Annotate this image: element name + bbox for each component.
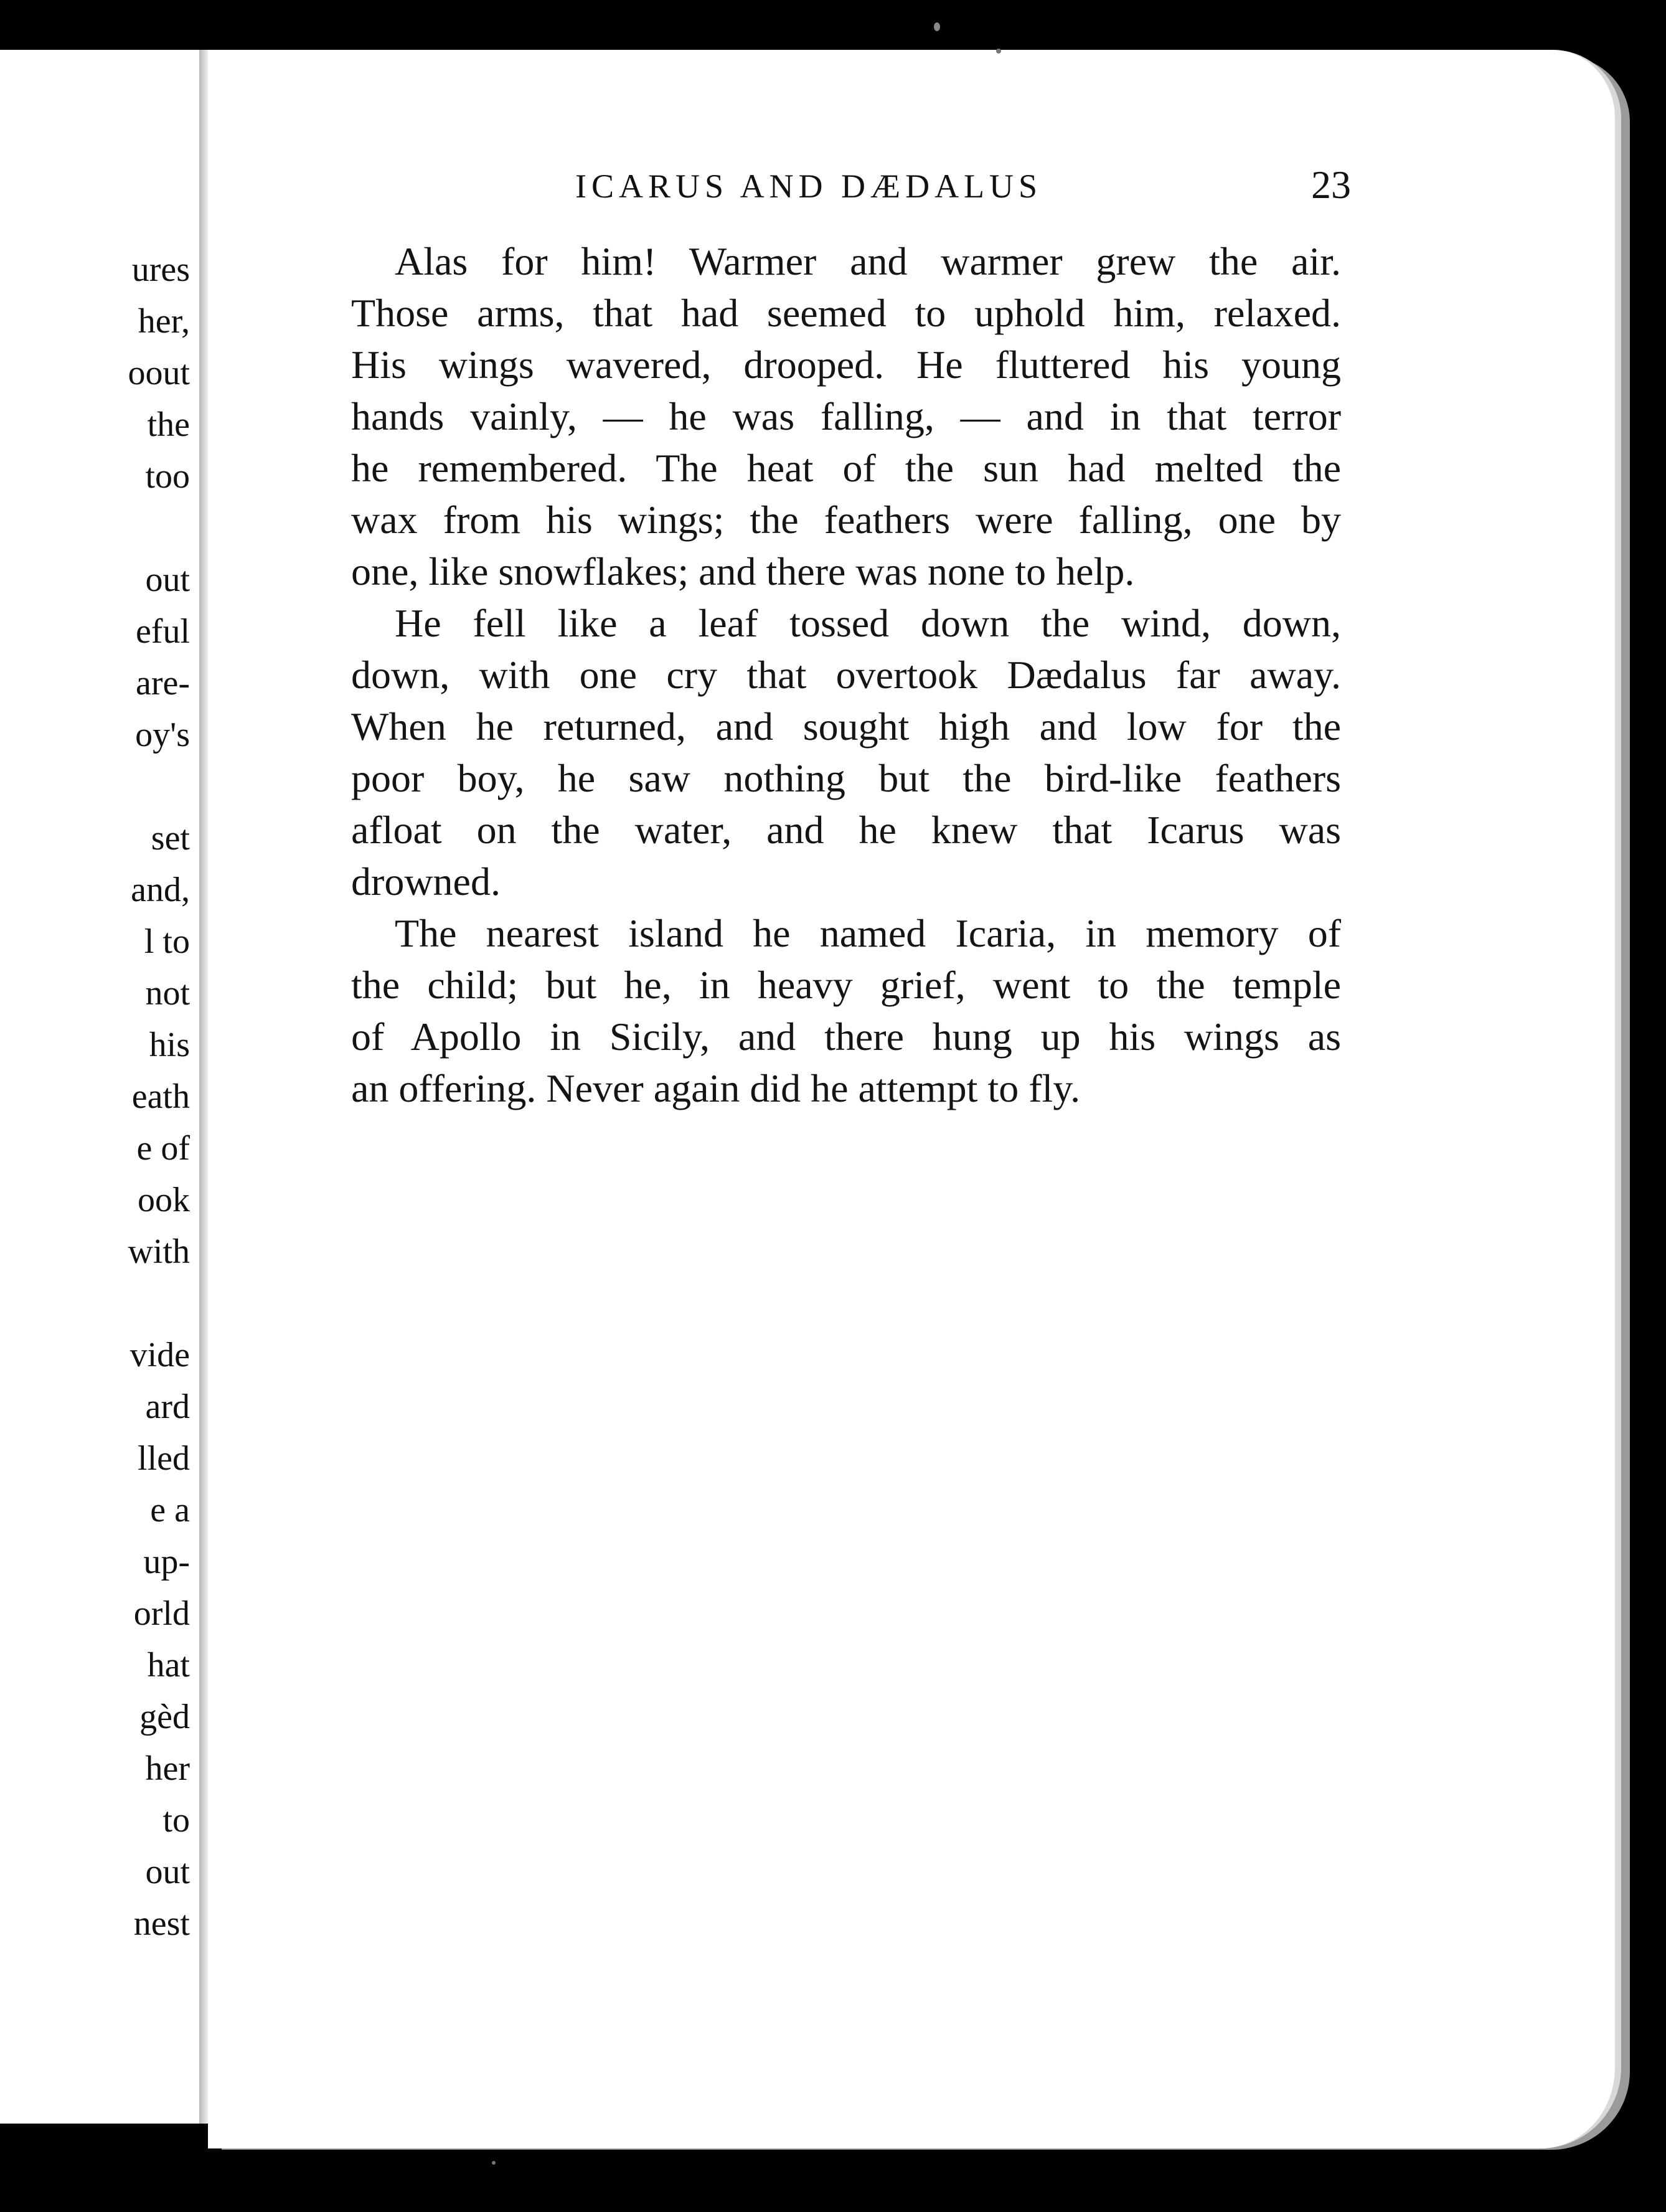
- left-page-fragment: with: [128, 1232, 190, 1271]
- book-page: [208, 50, 1621, 2148]
- text-line: he remembered. The heat of the sun had melted the: [351, 446, 1341, 490]
- left-page-fragment: out: [145, 1853, 190, 1891]
- left-page-fragment: set: [151, 819, 190, 858]
- dust-speck: [996, 49, 1001, 54]
- left-page-fragment: gèd: [139, 1698, 190, 1736]
- text-line: His wings wavered, drooped. He fluttered his young: [351, 343, 1341, 387]
- left-page-fragment: nest: [133, 1904, 190, 1943]
- paragraph: [351, 235, 1341, 597]
- left-page-fragment: vide: [129, 1336, 190, 1374]
- left-page-fragment: ard: [145, 1387, 190, 1426]
- left-page-fragment: up-: [143, 1543, 190, 1581]
- left-page-fragment: eful: [135, 612, 190, 651]
- text-line: poor boy, he saw nothing but the bird-like feathers: [351, 756, 1341, 800]
- left-page-fragment: l to: [144, 922, 190, 961]
- page-number: 23: [1311, 163, 1351, 207]
- left-page-fragment: e of: [136, 1129, 190, 1168]
- left-page-fragment: not: [145, 974, 190, 1013]
- left-page-fragment: her,: [138, 302, 190, 341]
- left-page-fragment: out: [145, 560, 190, 599]
- left-page-fragment: his: [149, 1026, 190, 1064]
- text-line: Alas for him! Warmer and warmer grew the air.: [395, 239, 1341, 283]
- text-line: an offering. Never again did he attempt to fly.: [351, 1066, 1081, 1110]
- body-text: [351, 235, 1341, 1114]
- text-line: one, like snowflakes; and there was none to help.: [351, 549, 1135, 593]
- text-line: the child; but he, in heavy grief, went to the temple: [351, 963, 1341, 1007]
- left-page-fragment: too: [145, 457, 190, 496]
- left-page-fragment: eath: [131, 1077, 190, 1116]
- left-page-fragment: ures: [131, 250, 190, 289]
- text-line: hands vainly, — he was falling, — and in that terror: [351, 394, 1341, 438]
- left-page-fragment: oy's: [135, 716, 190, 754]
- text-line: down, with one cry that overtook Dædalus far away.: [351, 653, 1341, 697]
- left-page-fragment: hat: [147, 1646, 190, 1685]
- left-page-fragment: her: [145, 1749, 190, 1788]
- text-line: Those arms, that had seemed to uphold him, relaxed.: [351, 291, 1341, 335]
- left-page-fragment: oout: [128, 354, 190, 392]
- book-gutter: [199, 50, 208, 2124]
- left-page-fragment: are-: [135, 664, 190, 702]
- text-line: wax from his wings; the feathers were falling, one by: [351, 498, 1341, 542]
- text-line: He fell like a leaf tossed down the wind, down,: [395, 601, 1341, 645]
- dust-speck: [492, 2161, 496, 2165]
- dust-speck: [934, 22, 940, 31]
- text-line: drowned.: [351, 859, 501, 904]
- paragraph: [351, 907, 1341, 1114]
- text-line: When he returned, and sought high and low for the: [351, 704, 1341, 749]
- left-page-fragment: e a: [150, 1491, 190, 1529]
- left-page-fragment: the: [147, 405, 190, 444]
- left-page-fragment: orld: [133, 1594, 190, 1633]
- text-line: of Apollo in Sicily, and there hung up his wings as: [351, 1014, 1341, 1059]
- running-head: ICARUS AND DÆDALUS: [575, 168, 1043, 205]
- left-page-fragment: to: [162, 1801, 190, 1840]
- left-page-fragment: ook: [138, 1181, 190, 1219]
- left-page-fragment: and,: [131, 871, 190, 909]
- text-line: afloat on the water, and he knew that Icarus was: [351, 808, 1341, 852]
- left-page-fragment: lled: [138, 1439, 190, 1478]
- text-line: The nearest island he named Icaria, in memory of: [395, 911, 1341, 955]
- paragraph: [351, 597, 1341, 907]
- left-facing-page: [0, 50, 210, 2124]
